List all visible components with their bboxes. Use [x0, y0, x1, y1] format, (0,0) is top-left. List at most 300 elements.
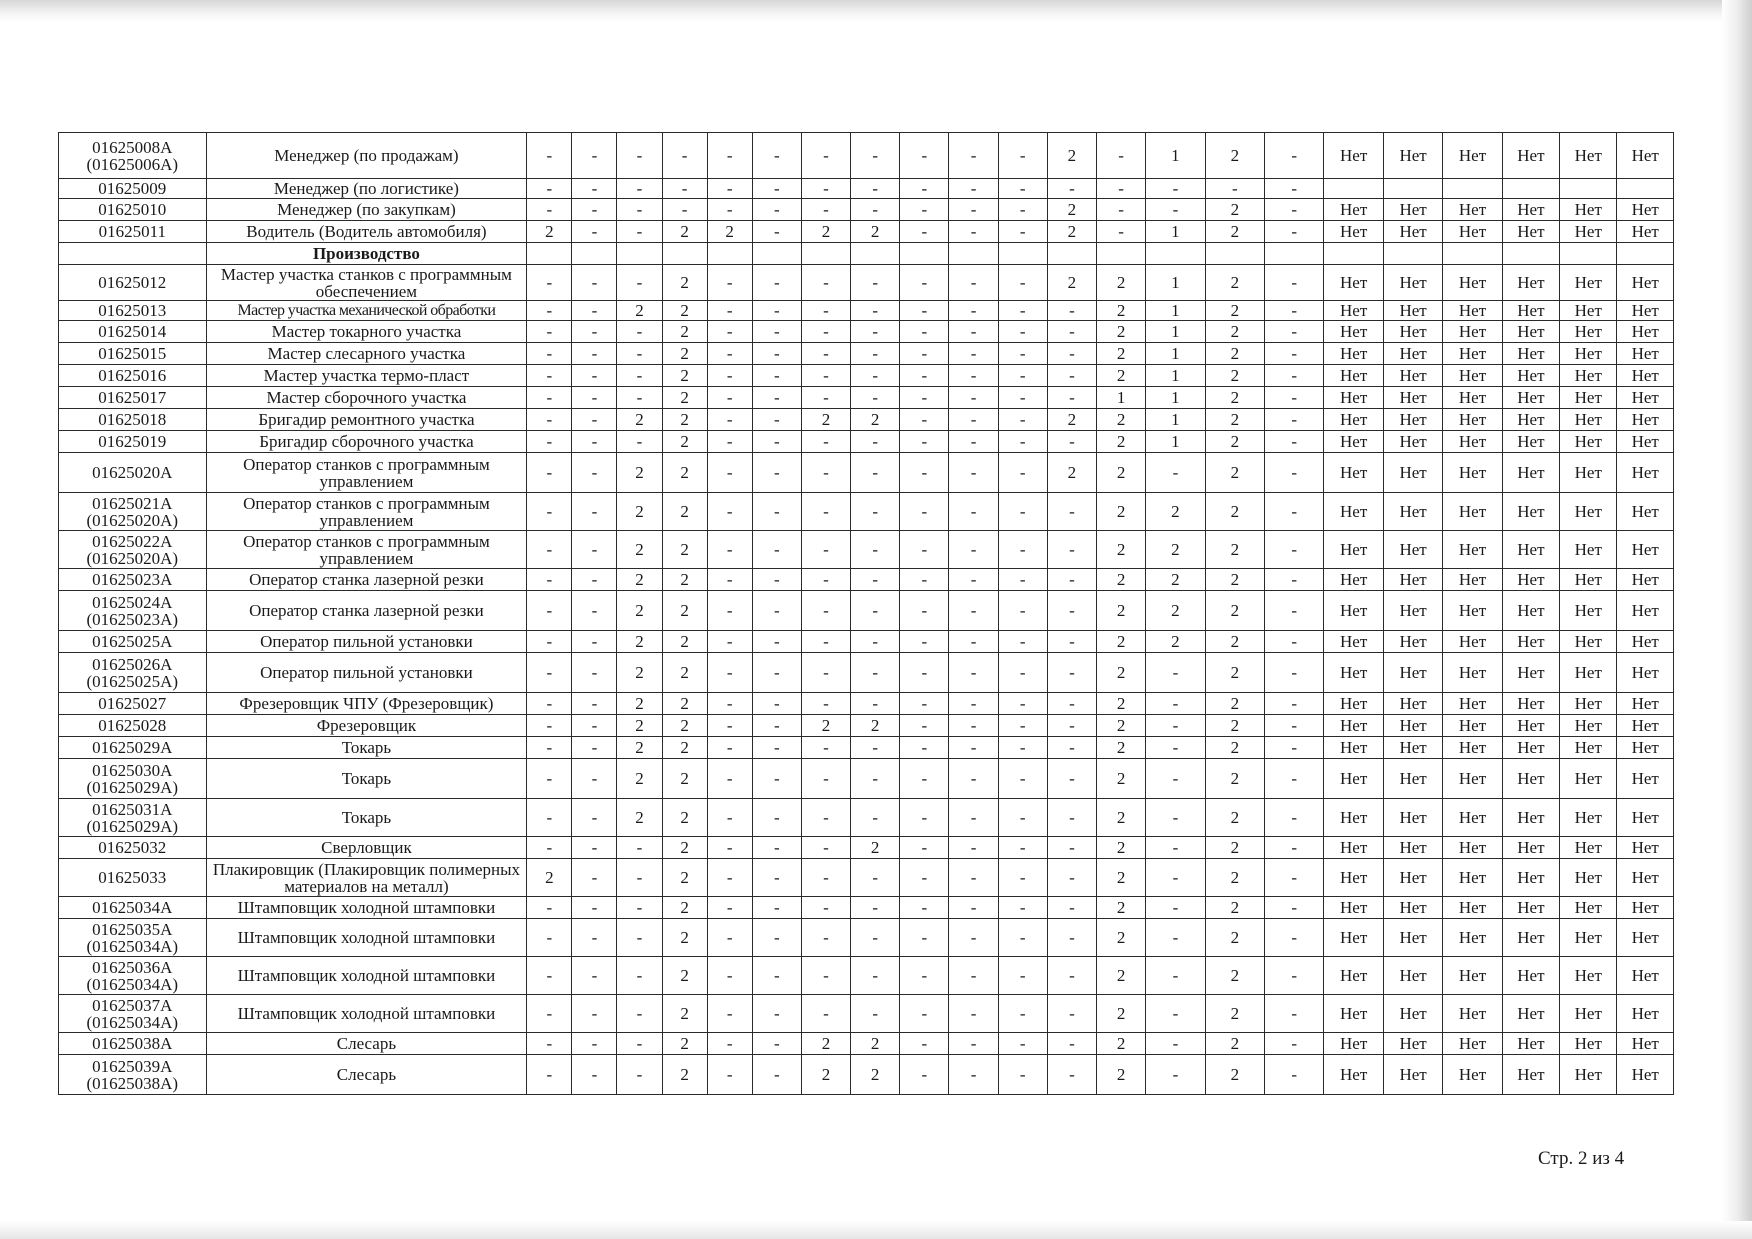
factor-class-cell: - — [949, 531, 998, 569]
factor-class-cell: - — [801, 995, 850, 1033]
factor-class-cell: 2 — [707, 221, 752, 243]
factor-class-cell: - — [752, 653, 801, 693]
factor-class-cell: - — [707, 759, 752, 799]
guarantee-cell: Нет — [1383, 837, 1442, 859]
guarantee-cell: Нет — [1560, 631, 1617, 653]
factor-class-cell: - — [949, 995, 998, 1033]
section-empty-cell — [949, 243, 998, 265]
factor-class-cell: - — [900, 957, 949, 995]
factor-class-cell: - — [527, 1033, 572, 1055]
factor-class-cell: - — [527, 919, 572, 957]
factor-class-cell: - — [851, 365, 900, 387]
section-empty-cell — [1443, 243, 1502, 265]
factor-class-cell: 2 — [662, 897, 707, 919]
factor-class-cell: - — [1047, 957, 1096, 995]
factor-class-cell: 2 — [1205, 1055, 1264, 1095]
factor-class-cell: - — [1265, 365, 1324, 387]
factor-class-cell: - — [949, 1055, 998, 1095]
factor-class-cell: 2 — [1047, 221, 1096, 243]
factor-class-cell: 2 — [662, 799, 707, 837]
factor-class-cell: - — [949, 859, 998, 897]
guarantee-cell: Нет — [1324, 693, 1383, 715]
factor-class-cell: - — [851, 737, 900, 759]
factor-class-cell: - — [617, 431, 662, 453]
factor-class-cell: - — [998, 799, 1047, 837]
guarantee-cell: Нет — [1617, 265, 1674, 301]
position-title: Мастер слесарного участка — [206, 343, 527, 365]
table-row — [59, 799, 1674, 837]
factor-class-cell: - — [1047, 737, 1096, 759]
factor-class-cell: - — [527, 531, 572, 569]
factor-class-cell: - — [949, 199, 998, 221]
factor-class-cell: - — [949, 431, 998, 453]
section-empty-cell — [1617, 243, 1674, 265]
factor-class-cell: - — [851, 995, 900, 1033]
factor-class-cell: - — [1047, 759, 1096, 799]
guarantee-cell: Нет — [1502, 837, 1559, 859]
factor-class-cell: - — [752, 179, 801, 199]
section-empty-cell — [851, 243, 900, 265]
guarantee-cell: Нет — [1324, 737, 1383, 759]
guarantee-cell: Нет — [1560, 759, 1617, 799]
guarantee-cell — [1324, 179, 1383, 199]
factor-class-cell: - — [1047, 343, 1096, 365]
factor-class-cell: - — [1047, 1055, 1096, 1095]
factor-class-cell: 2 — [1097, 897, 1146, 919]
factor-class-cell: - — [572, 897, 617, 919]
factor-class-cell: 2 — [662, 919, 707, 957]
factor-class-cell: - — [1265, 957, 1324, 995]
factor-class-cell: - — [998, 569, 1047, 591]
guarantee-cell: Нет — [1443, 919, 1502, 957]
guarantee-cell: Нет — [1324, 653, 1383, 693]
guarantee-cell — [1443, 179, 1502, 199]
guarantee-cell: Нет — [1617, 365, 1674, 387]
guarantee-cell: Нет — [1443, 1055, 1502, 1095]
guarantee-cell: Нет — [1443, 569, 1502, 591]
factor-class-cell: - — [801, 653, 850, 693]
guarantee-cell: Нет — [1383, 387, 1442, 409]
factor-class-cell: - — [900, 453, 949, 493]
factor-class-cell: - — [801, 365, 850, 387]
factor-class-cell: 2 — [617, 653, 662, 693]
factor-class-cell: 2 — [617, 531, 662, 569]
page-number: Стр. 2 из 4 — [1538, 1148, 1625, 1169]
factor-class-cell: 2 — [1205, 321, 1264, 343]
factor-class-cell: - — [707, 453, 752, 493]
guarantee-cell: Нет — [1383, 715, 1442, 737]
factor-class-cell: - — [572, 799, 617, 837]
guarantee-cell: Нет — [1443, 221, 1502, 243]
factor-class-cell: - — [572, 531, 617, 569]
factor-class-cell: - — [1265, 631, 1324, 653]
guarantee-cell: Нет — [1383, 221, 1442, 243]
factor-class-cell: 2 — [1097, 737, 1146, 759]
factor-class-cell: - — [801, 343, 850, 365]
factor-class-cell: 2 — [1097, 1033, 1146, 1055]
factor-class-cell: - — [527, 693, 572, 715]
guarantee-cell: Нет — [1502, 221, 1559, 243]
factor-class-cell: - — [572, 693, 617, 715]
guarantee-cell: Нет — [1502, 199, 1559, 221]
factor-class-cell: - — [949, 321, 998, 343]
guarantee-cell: Нет — [1502, 387, 1559, 409]
factor-class-cell: - — [851, 591, 900, 631]
factor-class-cell: - — [1146, 453, 1205, 493]
factor-class-cell: 2 — [1205, 431, 1264, 453]
factor-class-cell: 2 — [1047, 265, 1096, 301]
factor-class-cell: 2 — [617, 737, 662, 759]
position-code: 01625016 — [59, 365, 207, 387]
guarantee-cell: Нет — [1502, 569, 1559, 591]
factor-class-cell: - — [949, 693, 998, 715]
factor-class-cell: - — [900, 715, 949, 737]
factor-class-cell: - — [527, 493, 572, 531]
factor-class-cell: - — [851, 531, 900, 569]
factor-class-cell: - — [527, 431, 572, 453]
factor-class-cell: - — [572, 431, 617, 453]
factor-class-cell: 2 — [801, 1055, 850, 1095]
factor-class-cell: - — [900, 859, 949, 897]
factor-class-cell: - — [572, 715, 617, 737]
guarantee-cell — [1617, 179, 1674, 199]
factor-class-cell: 2 — [1097, 919, 1146, 957]
factor-class-cell: 2 — [1205, 133, 1264, 179]
factor-class-cell: - — [1146, 859, 1205, 897]
guarantee-cell: Нет — [1324, 759, 1383, 799]
guarantee-cell: Нет — [1383, 897, 1442, 919]
factor-class-cell: - — [707, 837, 752, 859]
factor-class-cell: - — [851, 799, 900, 837]
factor-class-cell: - — [851, 343, 900, 365]
factor-class-cell: - — [572, 321, 617, 343]
factor-class-cell: - — [572, 995, 617, 1033]
factor-class-cell: - — [1265, 221, 1324, 243]
factor-class-cell: - — [707, 493, 752, 531]
factor-class-cell: - — [572, 759, 617, 799]
position-code: 01625031А (01625029А) — [59, 799, 207, 837]
position-code: 01625019 — [59, 431, 207, 453]
factor-class-cell: - — [752, 859, 801, 897]
factor-class-cell: 2 — [662, 343, 707, 365]
factor-class-cell: - — [1047, 301, 1096, 321]
position-title: Токарь — [206, 799, 527, 837]
factor-class-cell: 2 — [1097, 957, 1146, 995]
factor-class-cell: - — [1265, 179, 1324, 199]
position-title: Плакировщик (Плакировщик полимерных материалов на металл) — [206, 859, 527, 897]
guarantee-cell: Нет — [1617, 859, 1674, 897]
factor-class-cell: - — [851, 133, 900, 179]
factor-class-cell: - — [1047, 179, 1096, 199]
factor-class-cell: - — [949, 715, 998, 737]
factor-class-cell: 1 — [1146, 387, 1205, 409]
guarantee-cell: Нет — [1324, 837, 1383, 859]
factor-class-cell: - — [1265, 897, 1324, 919]
factor-class-cell: 2 — [1205, 569, 1264, 591]
factor-class-cell: 2 — [617, 569, 662, 591]
factor-class-cell: - — [1265, 531, 1324, 569]
factor-class-cell: - — [998, 343, 1047, 365]
position-code: 01625034А — [59, 897, 207, 919]
factor-class-cell: - — [1146, 837, 1205, 859]
factor-class-cell: - — [527, 897, 572, 919]
factor-class-cell: 2 — [1205, 265, 1264, 301]
factor-class-cell: 2 — [662, 453, 707, 493]
factor-class-cell: 2 — [1097, 343, 1146, 365]
factor-class-cell: - — [527, 995, 572, 1033]
guarantee-cell: Нет — [1617, 1055, 1674, 1095]
guarantee-cell: Нет — [1502, 759, 1559, 799]
factor-class-cell: 2 — [1097, 859, 1146, 897]
factor-class-cell: - — [707, 995, 752, 1033]
factor-class-cell: - — [707, 1055, 752, 1095]
factor-class-cell: - — [1146, 715, 1205, 737]
guarantee-cell: Нет — [1560, 321, 1617, 343]
section-empty-cell — [1205, 243, 1264, 265]
factor-class-cell: 2 — [1097, 301, 1146, 321]
factor-class-cell: 2 — [662, 531, 707, 569]
factor-class-cell: - — [801, 897, 850, 919]
position-code: 01625014 — [59, 321, 207, 343]
factor-class-cell: - — [801, 431, 850, 453]
factor-class-cell: - — [527, 453, 572, 493]
position-title: Мастер участка станков с программным обеспечением — [206, 265, 527, 301]
guarantee-cell: Нет — [1324, 897, 1383, 919]
factor-class-cell: - — [572, 631, 617, 653]
factor-class-cell: - — [572, 453, 617, 493]
section-empty-cell — [1047, 243, 1096, 265]
table-row — [59, 995, 1674, 1033]
guarantee-cell: Нет — [1324, 493, 1383, 531]
factor-class-cell: - — [1146, 799, 1205, 837]
factor-class-cell: - — [801, 199, 850, 221]
guarantee-cell: Нет — [1443, 737, 1502, 759]
factor-class-cell: - — [707, 343, 752, 365]
factor-class-cell: - — [900, 409, 949, 431]
guarantee-cell: Нет — [1443, 301, 1502, 321]
factor-class-cell: - — [752, 301, 801, 321]
factor-class-cell: - — [1265, 759, 1324, 799]
guarantee-cell: Нет — [1443, 453, 1502, 493]
guarantee-cell: Нет — [1502, 493, 1559, 531]
factor-class-cell: - — [527, 837, 572, 859]
position-code: 01625022А (01625020А) — [59, 531, 207, 569]
factor-class-cell: - — [1047, 919, 1096, 957]
table-row — [59, 531, 1674, 569]
factor-class-cell: - — [662, 199, 707, 221]
guarantee-cell: Нет — [1383, 321, 1442, 343]
guarantee-cell: Нет — [1617, 693, 1674, 715]
position-code: 01625012 — [59, 265, 207, 301]
factor-class-cell: - — [527, 133, 572, 179]
factor-class-cell: - — [707, 799, 752, 837]
factor-class-cell: 2 — [801, 1033, 850, 1055]
factor-class-cell: - — [1146, 653, 1205, 693]
factor-class-cell: - — [949, 1033, 998, 1055]
factor-class-cell: - — [572, 133, 617, 179]
factor-class-cell: 2 — [1205, 737, 1264, 759]
factor-class-cell: 2 — [662, 431, 707, 453]
table-row — [59, 301, 1674, 321]
factor-class-cell: - — [752, 199, 801, 221]
table-row — [59, 365, 1674, 387]
guarantee-cell: Нет — [1617, 343, 1674, 365]
factor-class-cell: - — [572, 1033, 617, 1055]
guarantee-cell: Нет — [1383, 409, 1442, 431]
factor-class-cell: - — [1265, 343, 1324, 365]
table-row — [59, 221, 1674, 243]
factor-class-cell: - — [998, 133, 1047, 179]
factor-class-cell: - — [1047, 859, 1096, 897]
factor-class-cell: 1 — [1146, 221, 1205, 243]
guarantee-cell: Нет — [1560, 531, 1617, 569]
factor-class-cell: 2 — [617, 301, 662, 321]
factor-class-cell: - — [998, 199, 1047, 221]
factor-class-cell: - — [1146, 995, 1205, 1033]
factor-class-cell: - — [1047, 715, 1096, 737]
position-title: Оператор пильной установки — [206, 631, 527, 653]
guarantee-cell: Нет — [1560, 431, 1617, 453]
factor-class-cell: 2 — [801, 715, 850, 737]
guarantee-cell — [1383, 179, 1442, 199]
factor-class-cell: - — [752, 837, 801, 859]
position-title: Оператор станка лазерной резки — [206, 591, 527, 631]
guarantee-cell: Нет — [1383, 919, 1442, 957]
factor-class-cell: - — [801, 919, 850, 957]
position-title: Оператор станков с программным управлением — [206, 453, 527, 493]
factor-class-cell: 2 — [662, 1033, 707, 1055]
table-row — [59, 431, 1674, 453]
guarantee-cell: Нет — [1443, 859, 1502, 897]
guarantee-cell — [1502, 179, 1559, 199]
factor-class-cell: - — [998, 897, 1047, 919]
factor-class-cell: 2 — [1097, 653, 1146, 693]
factor-class-cell: - — [752, 631, 801, 653]
factor-class-cell: - — [617, 179, 662, 199]
guarantee-cell: Нет — [1617, 199, 1674, 221]
factor-class-cell: - — [900, 265, 949, 301]
factor-class-cell: - — [1265, 569, 1324, 591]
guarantee-cell: Нет — [1443, 387, 1502, 409]
section-empty-cell — [1146, 243, 1205, 265]
table-row — [59, 1055, 1674, 1095]
guarantee-cell: Нет — [1502, 799, 1559, 837]
guarantee-cell: Нет — [1560, 569, 1617, 591]
factor-class-cell: 2 — [617, 409, 662, 431]
factor-class-cell: - — [707, 693, 752, 715]
factor-class-cell: - — [1146, 693, 1205, 715]
position-code: 01625017 — [59, 387, 207, 409]
factor-class-cell: - — [752, 265, 801, 301]
factor-class-cell: - — [572, 493, 617, 531]
factor-class-cell: 2 — [851, 1055, 900, 1095]
factor-class-cell: - — [998, 1055, 1047, 1095]
factor-class-cell: - — [527, 799, 572, 837]
position-title: Штамповщик холодной штамповки — [206, 897, 527, 919]
guarantee-cell: Нет — [1502, 265, 1559, 301]
guarantee-cell: Нет — [1617, 653, 1674, 693]
guarantee-cell: Нет — [1443, 715, 1502, 737]
factor-class-cell: - — [752, 387, 801, 409]
factor-class-cell: - — [527, 957, 572, 995]
position-title: Токарь — [206, 737, 527, 759]
factor-class-cell: 2 — [801, 409, 850, 431]
factor-class-cell: - — [617, 221, 662, 243]
position-title: Сверловщик — [206, 837, 527, 859]
factor-class-cell: - — [998, 179, 1047, 199]
factor-class-cell: - — [617, 1055, 662, 1095]
guarantee-cell: Нет — [1324, 569, 1383, 591]
factor-class-cell: - — [900, 493, 949, 531]
factor-class-cell: - — [1146, 919, 1205, 957]
table-row — [59, 569, 1674, 591]
factor-class-cell: - — [527, 653, 572, 693]
position-title: Штамповщик холодной штамповки — [206, 919, 527, 957]
factor-class-cell: - — [752, 453, 801, 493]
factor-class-cell: - — [851, 859, 900, 897]
factor-class-cell: 2 — [617, 591, 662, 631]
section-empty-cell — [1324, 243, 1383, 265]
guarantee-cell: Нет — [1443, 409, 1502, 431]
factor-class-cell: - — [527, 569, 572, 591]
factor-class-cell: 2 — [662, 653, 707, 693]
factor-class-cell: 2 — [1205, 343, 1264, 365]
factor-class-cell: - — [572, 859, 617, 897]
scan-edge-bottom — [0, 1221, 1752, 1239]
factor-class-cell: - — [752, 365, 801, 387]
factor-class-cell: - — [949, 591, 998, 631]
guarantee-cell: Нет — [1383, 653, 1442, 693]
factor-class-cell: - — [752, 897, 801, 919]
factor-class-cell: - — [572, 737, 617, 759]
guarantee-cell: Нет — [1443, 653, 1502, 693]
factor-class-cell: - — [998, 693, 1047, 715]
factor-class-cell: 2 — [1097, 531, 1146, 569]
position-title: Менеджер (по логистике) — [206, 179, 527, 199]
section-empty-cell — [572, 243, 617, 265]
factor-class-cell: 2 — [662, 737, 707, 759]
factor-class-cell: - — [527, 715, 572, 737]
factor-class-cell: - — [998, 387, 1047, 409]
guarantee-cell: Нет — [1383, 591, 1442, 631]
guarantee-cell: Нет — [1560, 799, 1617, 837]
factor-class-cell: - — [1265, 1055, 1324, 1095]
factor-class-cell: - — [900, 531, 949, 569]
factor-class-cell: - — [752, 759, 801, 799]
factor-class-cell: - — [572, 199, 617, 221]
factor-class-cell: 2 — [1097, 569, 1146, 591]
guarantee-cell: Нет — [1617, 919, 1674, 957]
position-code: 01625030А (01625029А) — [59, 759, 207, 799]
factor-class-cell: - — [998, 453, 1047, 493]
factor-class-cell: 2 — [1205, 759, 1264, 799]
factor-class-cell: - — [617, 957, 662, 995]
factor-class-cell: - — [1265, 453, 1324, 493]
position-code: 01625035А (01625034А) — [59, 919, 207, 957]
guarantee-cell: Нет — [1443, 693, 1502, 715]
factor-class-cell: - — [527, 199, 572, 221]
table-row — [59, 409, 1674, 431]
factor-class-cell: - — [752, 409, 801, 431]
factor-class-cell: - — [1146, 199, 1205, 221]
factor-class-cell: - — [900, 321, 949, 343]
factor-class-cell: - — [707, 387, 752, 409]
section-empty-cell — [527, 243, 572, 265]
factor-class-cell: - — [527, 387, 572, 409]
guarantee-cell: Нет — [1502, 737, 1559, 759]
factor-class-cell: - — [1265, 693, 1324, 715]
guarantee-cell: Нет — [1560, 653, 1617, 693]
